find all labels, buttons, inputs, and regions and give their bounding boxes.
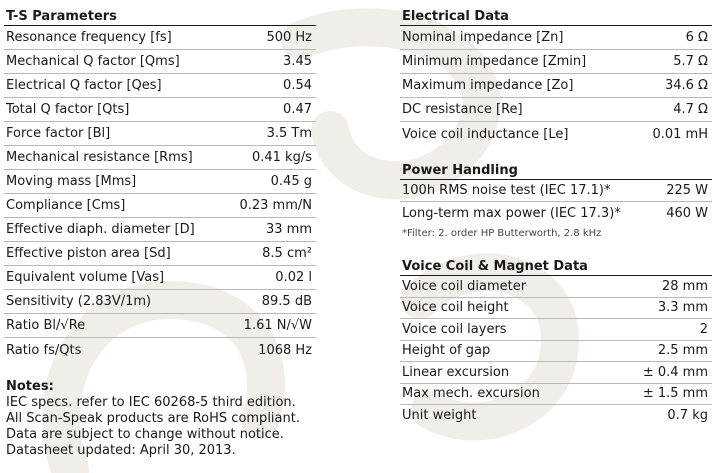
row-value: 1068 Hz xyxy=(258,342,312,358)
row-value: 33 mm xyxy=(265,222,312,237)
table-row xyxy=(400,319,712,341)
row-label: Voice coil height xyxy=(402,300,509,316)
ts-parameters-title: T-S Parameters xyxy=(4,8,316,26)
row-label: Height of gap xyxy=(402,343,491,359)
table-row xyxy=(400,26,712,50)
row-label: Ratio fs/Qts xyxy=(6,342,82,358)
row-label: 100h RMS noise test (IEC 17.1)* xyxy=(402,183,611,198)
table-row xyxy=(400,298,712,320)
row-label: Electrical Q factor [Qes] xyxy=(6,78,162,93)
table-row xyxy=(400,362,712,384)
table-row xyxy=(400,180,712,202)
row-value: 0.01 mH xyxy=(652,126,708,142)
table-row xyxy=(4,266,316,290)
row-label: Linear excursion xyxy=(402,364,510,380)
row-value: 0.41 kg/s xyxy=(251,150,312,165)
row-value: 1.61 N/√W xyxy=(243,318,312,333)
row-label: Voice coil diameter xyxy=(402,278,527,294)
table-row xyxy=(4,170,316,194)
row-value: 28 mm xyxy=(661,278,708,294)
row-label: Compliance [Cms] xyxy=(6,198,126,213)
notes-line: Data are subject to change without notice. xyxy=(6,427,284,442)
row-label: Resonance frequency [fs] xyxy=(6,30,172,45)
power-handling-section xyxy=(400,162,712,242)
table-row xyxy=(4,194,316,218)
table-row xyxy=(400,276,712,298)
left-column xyxy=(4,8,316,362)
row-value: 34.6 Ω xyxy=(664,78,708,93)
row-value: 0.7 kg xyxy=(667,408,708,424)
table-row xyxy=(4,290,316,314)
row-label: Moving mass [Mms] xyxy=(6,174,137,189)
row-value: 460 W xyxy=(666,205,708,221)
row-label: DC resistance [Re] xyxy=(402,102,523,117)
row-label: Sensitivity (2.83V/1m) xyxy=(6,294,152,309)
row-label: Unit weight xyxy=(402,408,477,424)
table-row xyxy=(4,218,316,242)
table-row xyxy=(400,341,712,363)
row-label: Long-term max power (IEC 17.3)* xyxy=(402,205,621,221)
row-value: 225 W xyxy=(666,183,708,198)
row-value: 0.23 mm/N xyxy=(239,198,312,213)
table-row xyxy=(400,74,712,98)
table-row xyxy=(4,146,316,170)
row-value: 6 Ω xyxy=(685,30,708,45)
row-value: 3.5 Tm xyxy=(266,126,312,141)
table-row xyxy=(400,384,712,406)
row-label: Maximum impedance [Zo] xyxy=(402,78,574,93)
row-value: 3.3 mm xyxy=(657,300,708,316)
table-row xyxy=(4,122,316,146)
ts-parameters-table xyxy=(4,26,316,362)
row-label: Ratio Bl/√Re xyxy=(6,318,86,333)
power-handling-title: Power Handling xyxy=(400,162,712,180)
row-value: 89.5 dB xyxy=(261,294,312,309)
notes-section xyxy=(6,379,316,459)
notes-title: Notes: xyxy=(6,379,54,394)
table-row xyxy=(4,98,316,122)
row-label: Force factor [Bl] xyxy=(6,126,111,141)
row-value: 500 Hz xyxy=(266,30,312,45)
row-value: 2.5 mm xyxy=(657,343,708,359)
table-row xyxy=(4,50,316,74)
row-label: Total Q factor [Qts] xyxy=(6,102,130,117)
table-row xyxy=(400,202,712,224)
row-value: 2 xyxy=(699,321,708,337)
row-value: 0.45 g xyxy=(270,174,312,189)
row-value: ± 1.5 mm xyxy=(642,386,708,402)
row-value: 0.02 l xyxy=(275,270,312,285)
electrical-data-section xyxy=(400,8,712,146)
table-row xyxy=(400,98,712,122)
row-value: ± 0.4 mm xyxy=(642,364,708,380)
ts-parameters-section xyxy=(4,8,316,362)
row-label: Equivalent volume [Vas] xyxy=(6,270,165,285)
row-label: Mechanical Q factor [Qms] xyxy=(6,54,180,69)
row-value: 3.45 xyxy=(283,54,312,69)
table-row xyxy=(400,122,712,146)
table-row xyxy=(400,405,712,427)
row-label: Effective diaph. diameter [D] xyxy=(6,222,195,237)
row-value: 0.47 xyxy=(283,102,312,117)
row-label: Voice coil inductance [Le] xyxy=(402,126,569,142)
table-row xyxy=(4,338,316,362)
row-label: Effective piston area [Sd] xyxy=(6,246,171,261)
right-column xyxy=(400,8,712,427)
row-value: 8.5 cm² xyxy=(262,246,312,261)
electrical-data-title: Electrical Data xyxy=(400,8,712,26)
row-label: Voice coil layers xyxy=(402,321,507,337)
row-value: 4.7 Ω xyxy=(673,102,708,117)
notes-line: All Scan-Speak products are RoHS compliant. xyxy=(6,411,300,426)
table-row xyxy=(400,50,712,74)
notes-line: Datasheet updated: April 30, 2013. xyxy=(6,443,236,458)
row-label: Nominal impedance [Zn] xyxy=(402,30,564,45)
row-label: Max mech. excursion xyxy=(402,386,540,402)
voice-coil-magnet-title: Voice Coil & Magnet Data xyxy=(400,258,712,276)
voice-coil-magnet-section xyxy=(400,258,712,427)
row-value: 5.7 Ω xyxy=(673,54,708,69)
row-value: 0.54 xyxy=(283,78,312,93)
notes-line: IEC specs. refer to IEC 60268-5 third edition. xyxy=(6,395,296,410)
row-label: Minimum impedance [Zmin] xyxy=(402,54,587,69)
row-label: Mechanical resistance [Rms] xyxy=(6,150,193,165)
power-footnote: *Filter: 2. order HP Butterworth, 2.8 kHz xyxy=(402,228,602,239)
table-row xyxy=(4,74,316,98)
table-row xyxy=(4,314,316,338)
table-row xyxy=(4,26,316,50)
table-row xyxy=(4,242,316,266)
